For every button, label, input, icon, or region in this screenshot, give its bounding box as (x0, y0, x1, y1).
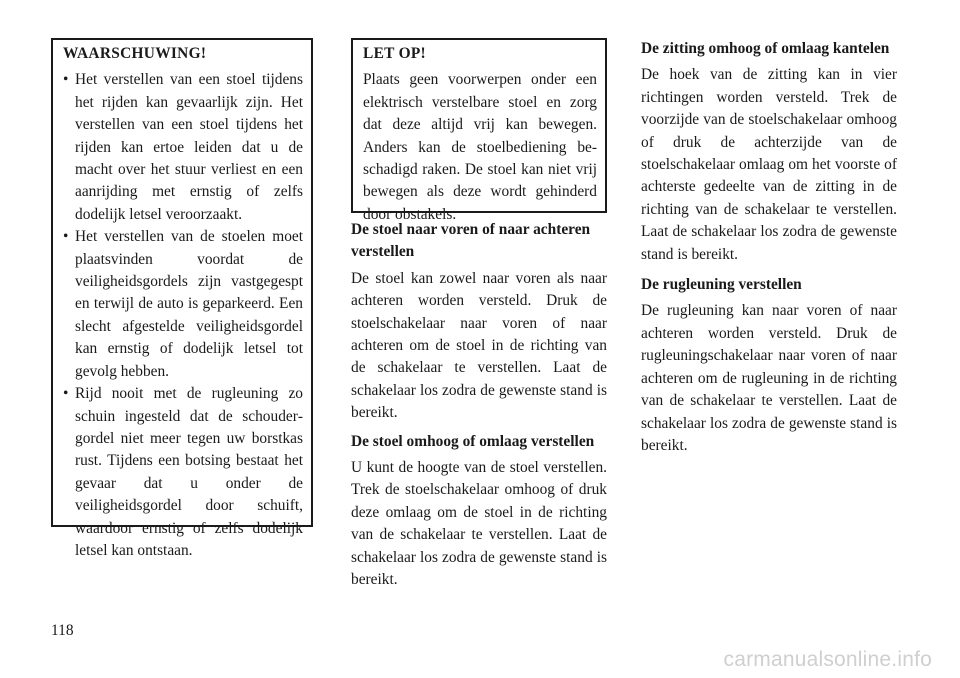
bullet-icon: • (63, 228, 69, 246)
warning-item (63, 226, 303, 383)
warning-item-text: Het verstellen van de stoelen moet plaatsvinden voordat de veiligheidsgordels zijn vastgegespt en terwijl de auto is geparkeerd. Een slecht afgestelde veiligheidsgordel kan ernstig of dodelijk letsel tot gevolg hebben. (75, 228, 303, 380)
section-heading-tilt: De zitting omhoog of omlaag kantelen (641, 40, 890, 57)
caution-text: Plaats geen voorwerpen onder een elektrisch verstelbare stoel en zorg dat deze altijd vrij kan bewegen. Anders kan de stoelbediening beschadigd raken. De stoel kan niet vrij bewegen als deze wordt gehinderd door obstakels. (363, 71, 597, 223)
warning-item-text: Rijd nooit met de rugleuning zo schuin ingesteld dat de schoudergordel niet meer tegen uw borstkas rust. Tijdens een botsing bestaat het gevaar dat u onder de veiligheidsgordel door schuift, waardoor ernstig of zelfs dodelijk letsel kan ontstaan. (75, 385, 303, 559)
section-text-up-down: U kunt de hoogte van de stoel verstellen. Trek de stoelschakelaar omhoog of druk deze omlaag om de stoel in de richting van de schakelaar te verstellen. Laat de schakelaar los zodra de gewenste stand is bereikt. (351, 459, 607, 589)
warning-title: WAARSCHUWING! (63, 45, 207, 62)
right-column (641, 38, 897, 463)
warning-box (51, 38, 313, 559)
warning-item (63, 383, 303, 562)
section-heading-up-down: De stoel omhoog of omlaag verstellen (351, 432, 595, 450)
section-text-tilt: De hoek van de zitting kan in vier richtingen worden versteld. Trek de voorzijde van de stoelschakelaar omhoog of druk de achterzijde van de stoelschakelaar omlaag om het voorste of achterste gedeelte van de zitting in de richting van de schakelaar te verstellen. Laat de schakelaar los zodra de gewenste stand is bereikt. (641, 66, 897, 263)
page-number: 118 (51, 622, 74, 639)
middle-column (351, 38, 607, 598)
section-heading-fore-aft: De stoel naar voren of naar achteren verstellen (351, 221, 591, 261)
bullet-icon: • (63, 385, 69, 403)
left-column (51, 38, 313, 559)
warning-list (63, 69, 303, 562)
watermark: carmanualsonline.info (723, 648, 932, 671)
section-text-recline: De rugleuning kan naar voren of naar achteren worden versteld. Druk de rugleuningschakelaar naar voren of naar achteren om de rugleuning in de richting van de schakelaar te verstellen. Laat de schakelaar los zodra de gewenste stand is bereikt. (641, 302, 897, 454)
caution-box (351, 38, 607, 223)
bullet-icon: • (63, 71, 69, 89)
section-text-fore-aft: De stoel kan zowel naar voren als naar achteren worden versteld. Druk de stoelschakelaar naar voren of naar achteren om de stoel in de richting van de schakelaar te verstellen. Laat de schakelaar los zodra de gewenste stand is bereikt. (351, 269, 607, 422)
section-heading-recline: De rugleuning verstellen (641, 276, 802, 294)
warning-item (63, 69, 303, 226)
warning-item-text: Het verstellen van een stoel tijdens het rijden kan gevaarlijk zijn. Het verstellen van een stoel tijdens het rijden kan ertoe leiden dat u de macht over het stuur verliest en een aanrijding met ernstig of zelfs dodelijk letsel veroorzaakt. (75, 71, 303, 223)
caution-title: LET OP! (363, 45, 426, 62)
